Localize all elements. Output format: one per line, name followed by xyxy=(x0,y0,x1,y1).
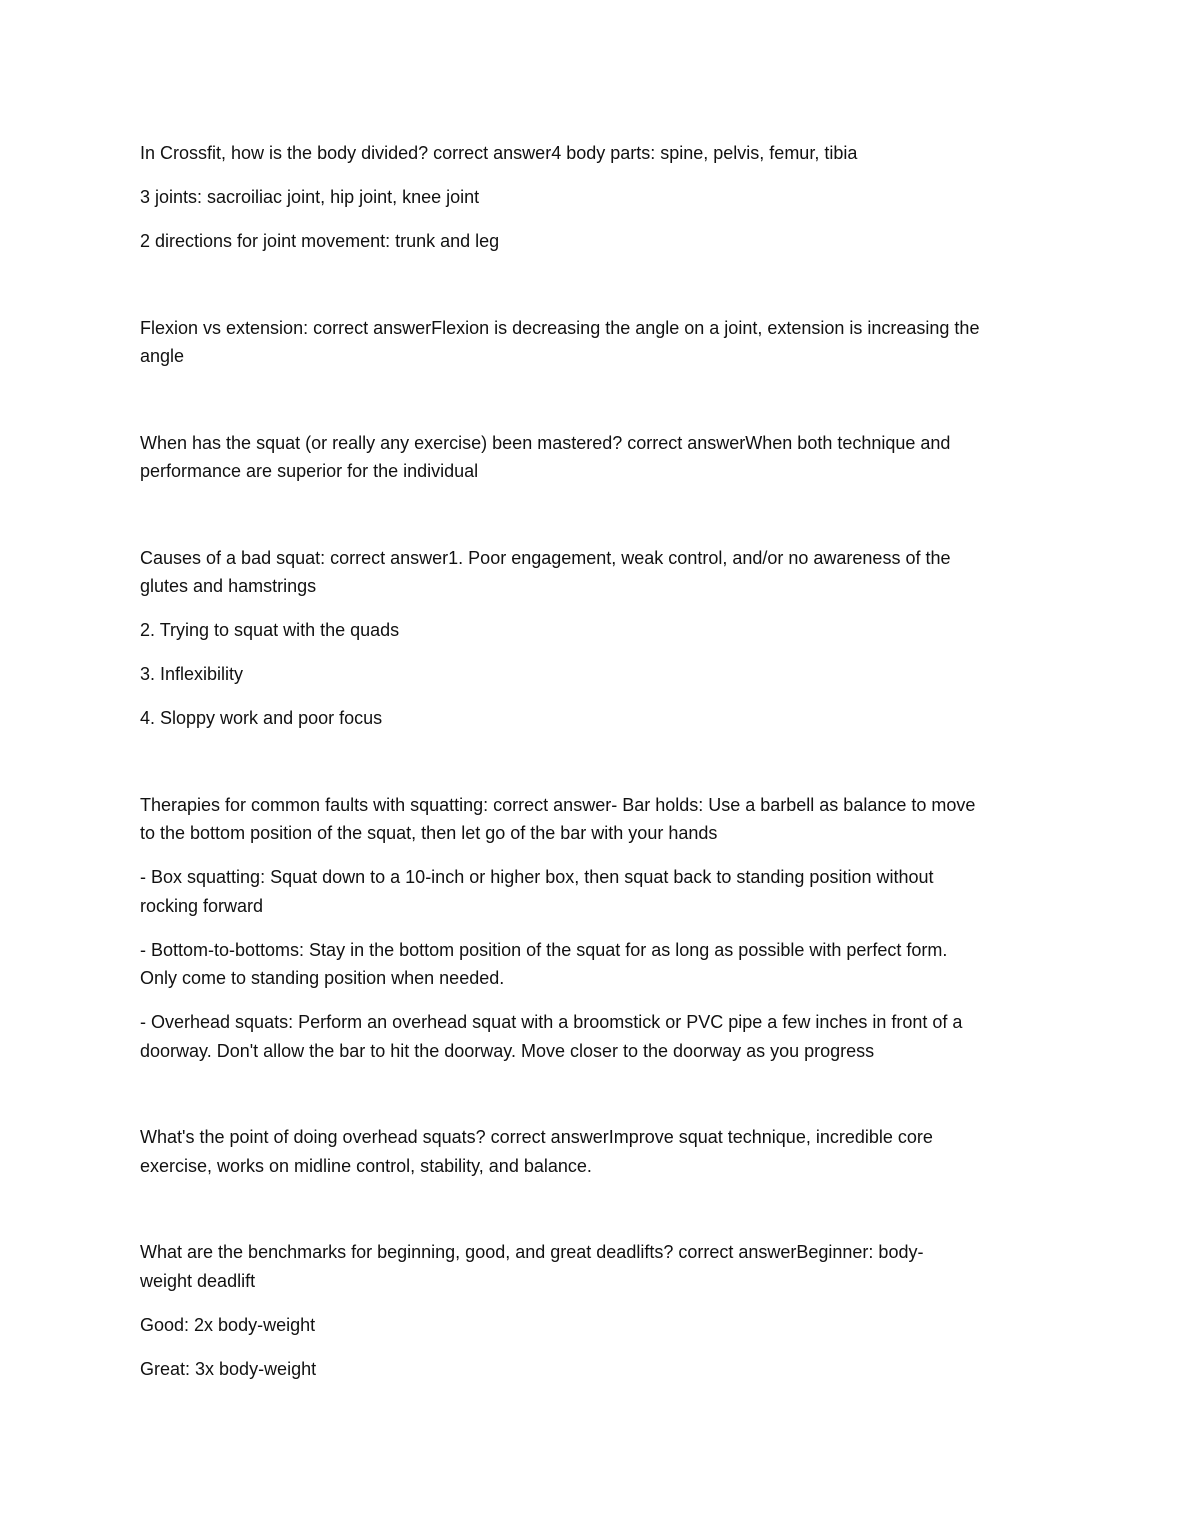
text-line: weight deadlift xyxy=(140,1270,256,1291)
paragraph xyxy=(140,139,1080,168)
paragraph xyxy=(140,616,1080,645)
text-line: 3 joints: sacroiliac joint, hip joint, knee joint xyxy=(140,187,480,207)
text-line: exercise, works on midline control, stability, and balance. xyxy=(140,1155,592,1176)
qa-section xyxy=(140,1238,1080,1383)
paragraph xyxy=(140,429,1080,486)
paragraph xyxy=(140,1311,1080,1340)
text-line: performance are superior for the individual xyxy=(140,461,479,481)
qa-section xyxy=(140,429,1080,486)
paragraph xyxy=(140,863,1080,920)
qa-section xyxy=(140,791,1080,1066)
text-line: - Overhead squats: Perform an overhead squat with a broomstick or PVC pipe a few inches in front of a xyxy=(140,1012,963,1032)
paragraph xyxy=(140,227,1080,256)
text-line: Causes of a bad squat: correct answer1. Poor engagement, weak control, and/or no awareness of the xyxy=(140,547,951,568)
qa-section xyxy=(140,1123,1080,1180)
paragraph xyxy=(140,1008,1080,1065)
paragraph xyxy=(140,1238,1080,1295)
qa-section xyxy=(140,544,1080,733)
text-line: - Box squatting: Squat down to a 10-inch or higher box, then squat back to standing position without xyxy=(140,867,934,887)
text-line: Great: 3x body-weight xyxy=(140,1358,317,1379)
text-line: When has the squat (or really any exercise) been mastered? correct answerWhen both technique and xyxy=(140,432,951,453)
qa-section xyxy=(140,139,1080,256)
paragraph xyxy=(140,544,1080,601)
paragraph xyxy=(140,1123,1080,1180)
text-line: In Crossfit, how is the body divided? correct answer4 body parts: spine, pelvis, femur, tibia xyxy=(140,143,858,163)
paragraph xyxy=(140,704,1080,733)
paragraph xyxy=(140,660,1080,689)
text-line: 3. Inflexibility xyxy=(140,664,244,684)
text-line: angle xyxy=(140,346,185,366)
text-line: Good: 2x body-weight xyxy=(140,1314,316,1335)
text-line: Therapies for common faults with squatting: correct answer- Bar holds: Use a barbell as balance to move xyxy=(140,794,976,815)
text-line: rocking forward xyxy=(140,895,264,916)
text-line: - Bottom-to-bottoms: Stay in the bottom position of the squat for as long as possible with perfect form. xyxy=(140,939,948,960)
text-line: Flexion vs extension: correct answerFlexion is decreasing the angle on a joint, extension is increasing the xyxy=(140,317,980,338)
text-line: What are the benchmarks for beginning, good, and great deadlifts? correct answerBeginner: body- xyxy=(140,1242,924,1262)
paragraph xyxy=(140,936,1080,993)
paragraph xyxy=(140,791,1080,848)
qa-section xyxy=(140,314,1080,371)
text-line: What's the point of doing overhead squats? correct answerImprove squat technique, incredible core xyxy=(140,1127,933,1147)
text-line: doorway. Don't allow the bar to hit the doorway. Move closer to the doorway as you progress xyxy=(140,1040,875,1061)
text-line: 4. Sloppy work and poor focus xyxy=(140,708,383,728)
paragraph xyxy=(140,183,1080,212)
text-line: 2 directions for joint movement: trunk and leg xyxy=(140,231,500,251)
text-line: Only come to standing position when needed. xyxy=(140,968,505,988)
document-body xyxy=(140,139,1080,1441)
text-line: 2. Trying to squat with the quads xyxy=(140,620,400,640)
paragraph xyxy=(140,1355,1080,1384)
text-line: glutes and hamstrings xyxy=(140,576,317,596)
paragraph xyxy=(140,314,1080,371)
text-line: to the bottom position of the squat, then let go of the bar with your hands xyxy=(140,823,718,843)
